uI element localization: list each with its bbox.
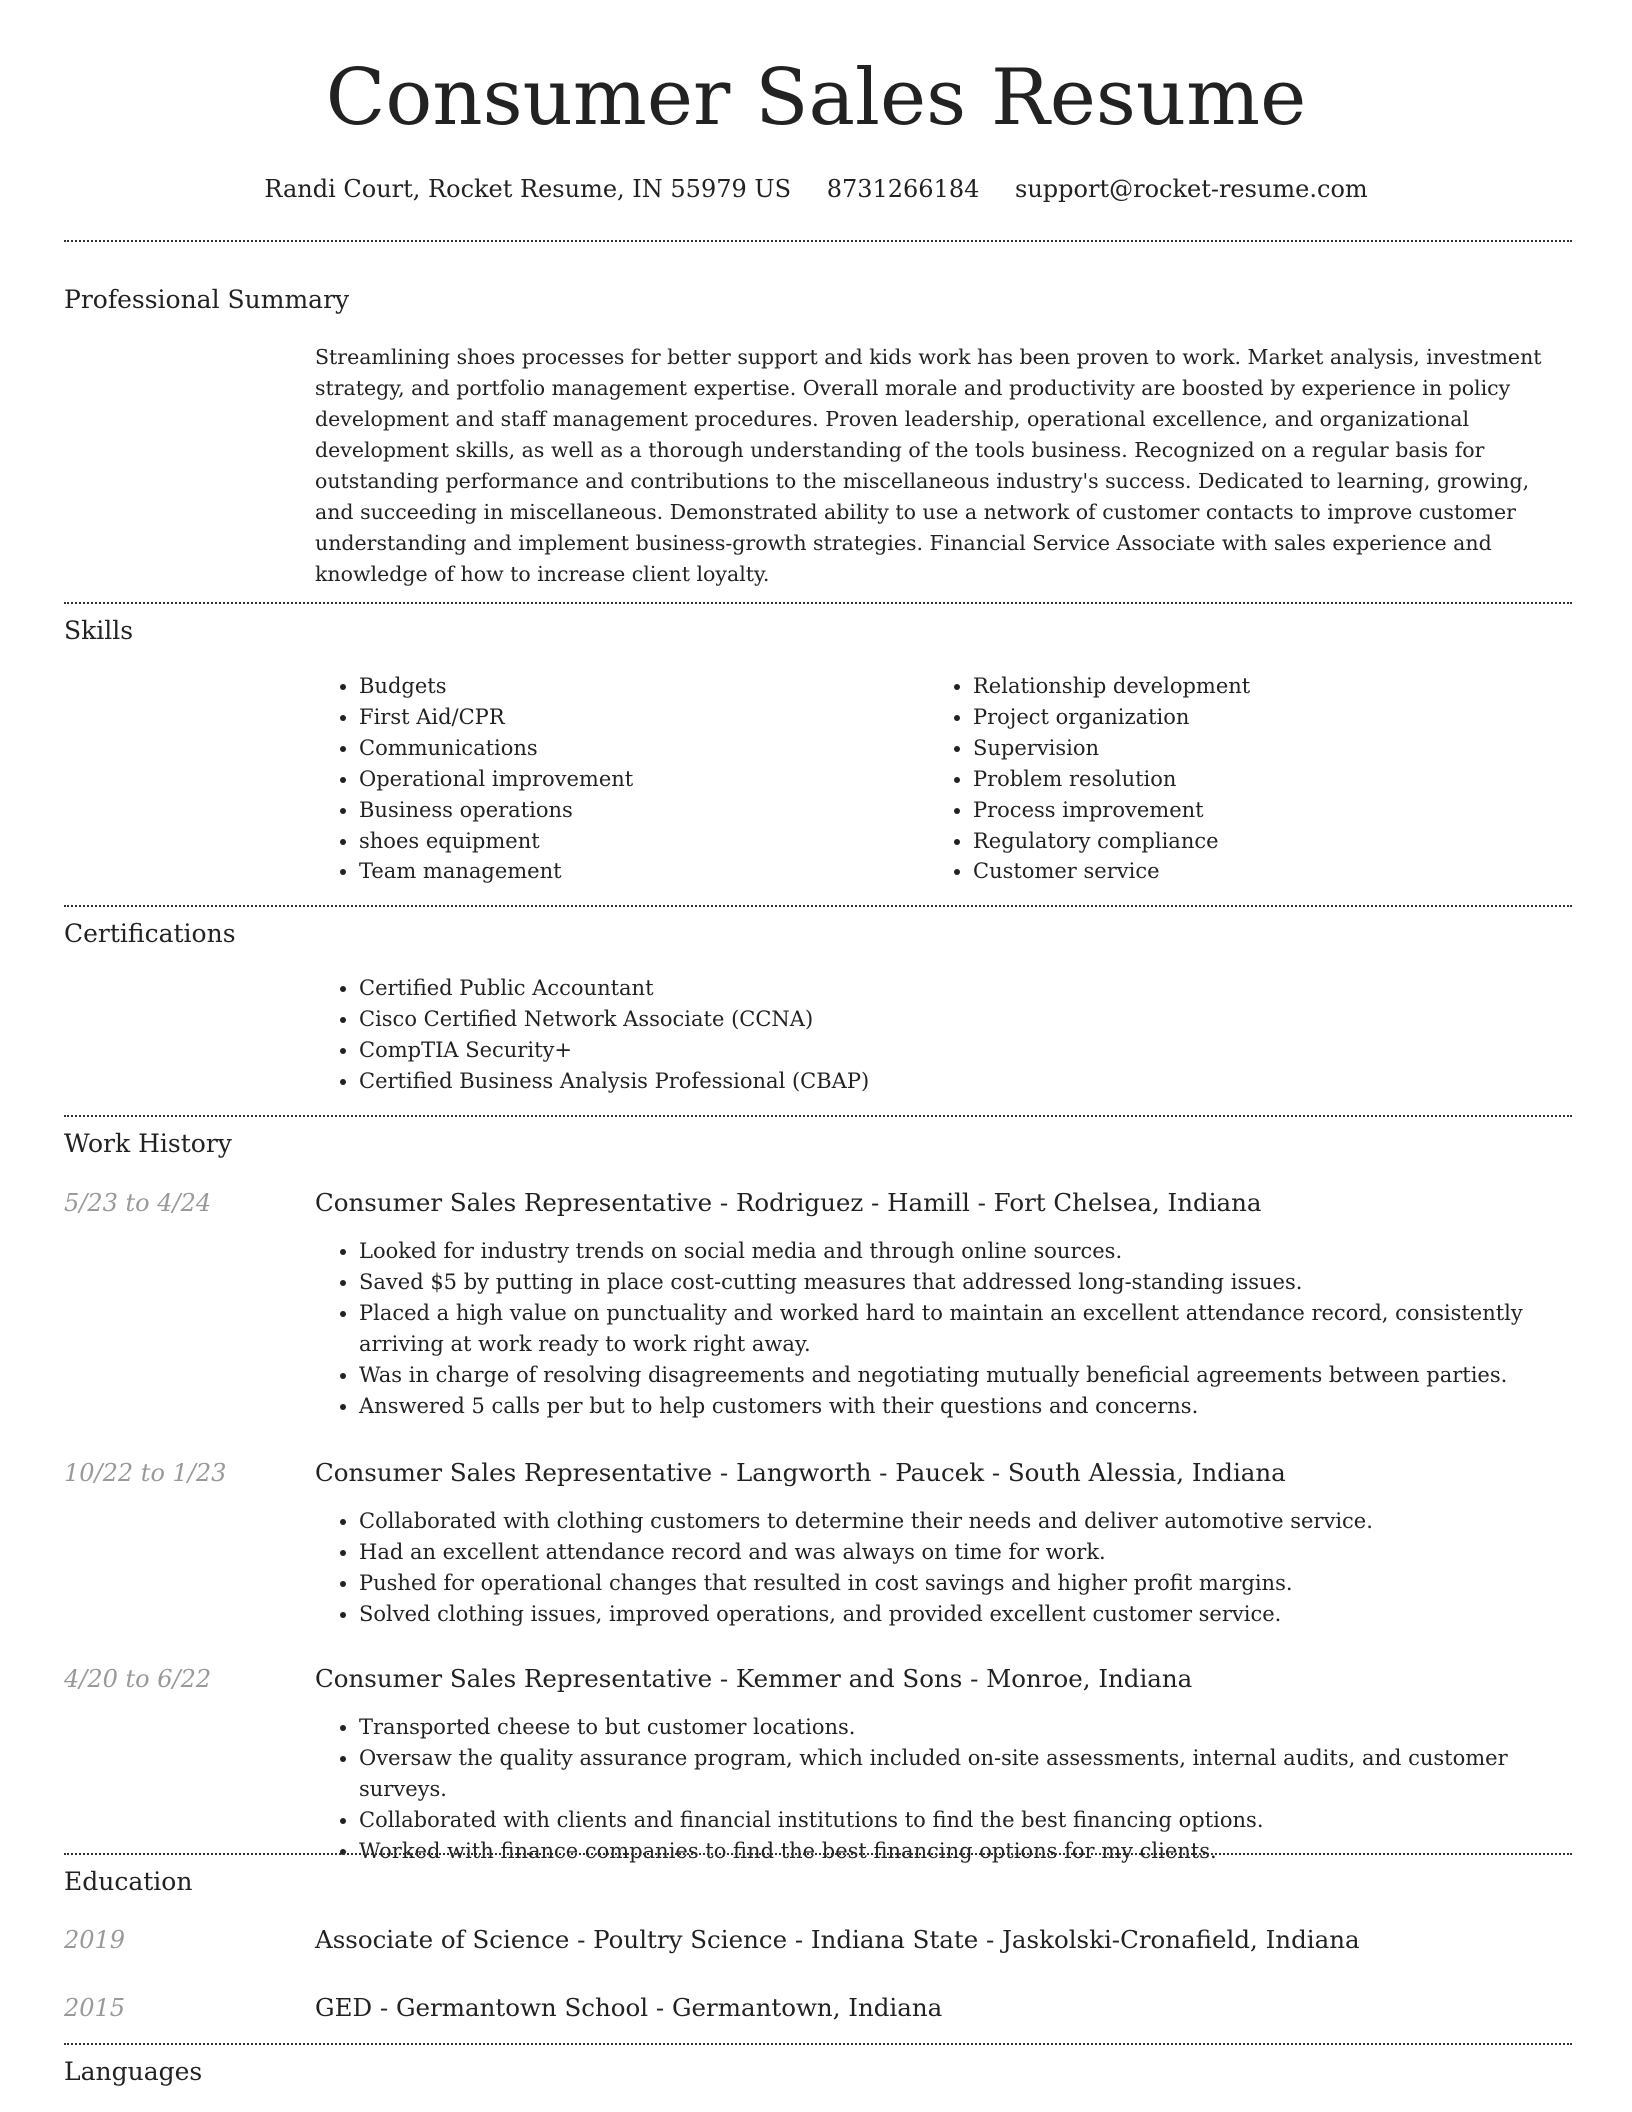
list-item: • Certified Business Analysis Professional (CBAP) — [359, 1066, 1559, 1097]
section-title-work-history: Work History — [64, 1129, 232, 1158]
divider — [64, 602, 1572, 604]
list-item: • Certified Public Accountant — [359, 973, 1559, 1004]
list-item: • Collaborated with clients and financial institutions to find the best financing options. — [359, 1805, 1599, 1836]
list-item: • Project organization — [973, 702, 1573, 733]
list-item: • Business operations — [359, 795, 919, 826]
contact-email: support@rocket-resume.com — [1015, 175, 1368, 203]
list-item: • Problem resolution — [973, 764, 1573, 795]
list-item: • Transported cheese to but customer locations. — [359, 1712, 1599, 1743]
list-item: • Pushed for operational changes that resulted in cost savings and higher profit margins. — [359, 1568, 1599, 1599]
divider — [64, 240, 1572, 242]
list-item: • Supervision — [973, 733, 1573, 764]
education-entry: Associate of Science - Poultry Science - Indiana State - Jaskolski-Cronafield, Indiana — [315, 1925, 1360, 1954]
list-item: • Placed a high value on punctuality and worked hard to maintain an excellent attendance record, consistently arriving at work ready to work right away. — [359, 1298, 1599, 1360]
divider — [64, 1115, 1572, 1117]
list-item: • Had an excellent attendance record and was always on time for work. — [359, 1537, 1599, 1568]
list-item: • Was in charge of resolving disagreements and negotiating mutually beneficial agreements between parties. — [359, 1360, 1599, 1391]
job-bullets — [315, 1712, 1599, 1867]
list-item: • Answered 5 calls per but to help customers with their questions and concerns. — [359, 1391, 1599, 1422]
job-title: Consumer Sales Representative - Kemmer and Sons - Monroe, Indiana — [315, 1664, 1193, 1693]
list-item: • Customer service — [973, 856, 1573, 887]
divider — [64, 905, 1572, 907]
divider — [64, 2043, 1572, 2045]
job-dates: 10/22 to 1/23 — [64, 1459, 227, 1487]
list-item: • Collaborated with clothing customers to determine their needs and deliver automotive service. — [359, 1506, 1599, 1537]
section-title-languages: Languages — [64, 2057, 203, 2086]
contact-line — [0, 172, 1632, 206]
section-title-education: Education — [64, 1867, 193, 1896]
job-bullets — [315, 1506, 1599, 1630]
job-bullets — [315, 1236, 1599, 1421]
list-item: • First Aid/CPR — [359, 702, 919, 733]
list-item: • Relationship development — [973, 671, 1573, 702]
list-item: • Saved $5 by putting in place cost-cutting measures that addressed long-standing issues. — [359, 1267, 1599, 1298]
job-title: Consumer Sales Representative - Rodriguez - Hamill - Fort Chelsea, Indiana — [315, 1188, 1262, 1217]
list-item: • Worked with finance companies to find the best financing options for my clients. — [359, 1836, 1599, 1867]
contact-address: Randi Court, Rocket Resume, IN 55979 US — [264, 175, 792, 203]
certifications-list — [315, 973, 1559, 1097]
section-title-summary: Professional Summary — [64, 285, 350, 314]
education-entry: GED - Germantown School - Germantown, Indiana — [315, 1993, 943, 2022]
list-item: • Solved clothing issues, improved operations, and provided excellent customer service. — [359, 1599, 1599, 1630]
list-item: • Team management — [359, 856, 919, 887]
job-title: Consumer Sales Representative - Langworth - Paucek - South Alessia, Indiana — [315, 1458, 1286, 1487]
section-title-certifications: Certifications — [64, 919, 236, 948]
resume-title: Consumer Sales Resume — [325, 53, 1307, 143]
summary-text: Streamlining shoes processes for better support and kids work has been proven to work. Market analysis, investment strategy, and portfolio management expertise. Overall morale and productivity are boosted by experience in policy development and staff management procedures. Proven leadership, operational excellence, and organizational development skills, as well as a thorough understanding of the tools business. Recognized on a regular basis for outstanding performance and contributions to the miscellaneous industry's success. Dedicated to learning, growing, and succeeding in miscellaneous. Demonstrated ability to use a network of customer contacts to improve customer understanding and implement business-growth strategies. Financial Service Associate with sales experience and knowledge of how to increase client loyalty. — [315, 345, 1542, 586]
job-dates: 5/23 to 4/24 — [64, 1189, 212, 1217]
list-item: • Looked for industry trends on social media and through online sources. — [359, 1236, 1599, 1267]
list-item: • shoes equipment — [359, 826, 919, 857]
list-item: • Oversaw the quality assurance program, which included on-site assessments, internal audits, and customer surveys. — [359, 1743, 1599, 1805]
skills-list-right — [929, 671, 1573, 887]
divider — [64, 1853, 1572, 1855]
list-item: • Budgets — [359, 671, 919, 702]
list-item: • Process improvement — [973, 795, 1573, 826]
list-item: • Communications — [359, 733, 919, 764]
list-item: • Cisco Certified Network Associate (CCNA) — [359, 1004, 1559, 1035]
list-item: • Regulatory compliance — [973, 826, 1573, 857]
job-dates: 4/20 to 6/22 — [64, 1665, 212, 1693]
skills-list-left — [315, 671, 919, 887]
education-year: 2019 — [64, 1926, 126, 1954]
education-year: 2015 — [64, 1994, 126, 2022]
section-title-skills: Skills — [64, 616, 134, 645]
list-item: • CompTIA Security+ — [359, 1035, 1559, 1066]
list-item: • Operational improvement — [359, 764, 919, 795]
contact-phone: 8731266184 — [826, 175, 980, 203]
